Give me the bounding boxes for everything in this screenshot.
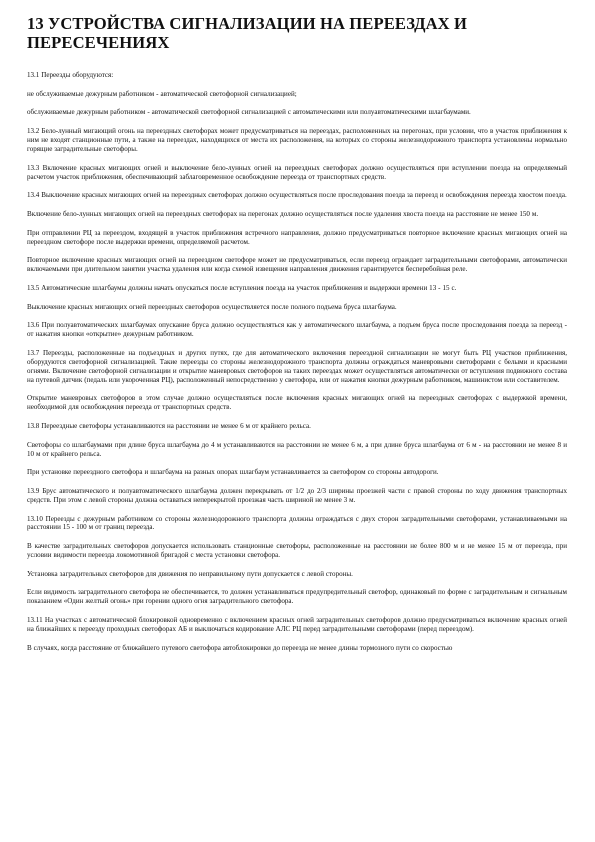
paragraph: не обслуживаемые дежурным работником - автоматической светофорной сигнализацией; xyxy=(27,89,297,98)
paragraph: Установка заградительных светофоров для движения по неправильному пути допускается с левой стороны. xyxy=(27,569,353,578)
paragraph: 13.6 При полуавтоматических шлагбаумах опускание бруса должно осуществляться как у автоматического шлагбаума, а подъем бруса после проследования поезда за переезд - от нажатия кнопки «открытие» дежурным работником. xyxy=(27,321,567,339)
paragraph: 13.3 Включение красных мигающих огней и выключение бело-лунных огней на переездных светофорах должно осуществляться при вступлении поезда на определяемый расчетом участок приближения, обеспечивающий заблаговременное освобождение переезда от транспортных средств. xyxy=(27,163,567,181)
paragraph: В случаях, когда расстояние от ближайшего путевого светофора автоблокировки до переезда не менее длины тормозного пути со скоростью xyxy=(27,643,453,652)
paragraph: 13.11 На участках с автоматической блокировкой одновременно с включением красных огней заградительных светофоров должно предусматриваться включение красных огней на ближайших к переезду проходных светофорах АБ и выключаться кодирование АЛС РЦ перед заградительными светофорами (перед переездом). xyxy=(27,616,567,633)
document-body xyxy=(27,71,567,653)
paragraph: 13.4 Выключение красных мигающих огней на переездных светофорах должно осуществляться после проследования поезда за переезд и освобождения переезда хвостом поезда. xyxy=(27,191,567,200)
paragraph: обслуживаемые дежурным работником - автоматической светофорной сигнализацией с автоматическими или полуавтоматическими шлагбаумами. xyxy=(27,108,471,117)
paragraph: 13.7 Переезды, расположенные на подъездных и других путях, где для автоматического включения переездной сигнализации не могут быть РЦ участков приближения, оборудуются светофорной сигнализацией. Такие переезды со стороны железнодорожного транспорта должны ограждаться маневровыми светофорами с белыми и красными огнями. Включение светофорной сигнализации и открытие маневровых светофоров на таких переездах может осуществляться автоматически от вступления подвижного состава на путевой датчик (педаль или укороченная РЦ), расположенный непосредственно у светофора, или от нажатия кнопки дежурным работником, машинистом или составителем. xyxy=(27,348,567,384)
paragraph: Повторное включение красных мигающих огней на переездном светофоре может не предусматриваться, если переезд ограждает заградительными светофорами, автоматически включаемыми при длительном занятии участка удаления или когда схемой извещения направления движения гарантируется бесперебойная реле. xyxy=(27,256,567,274)
paragraph: 13.9 Брус автоматического и полуавтоматического шлагбаума должен перекрывать от 1/2 до 2/3 ширины проезжей части с правой стороны по ходу движения транспортных средств. При этом с левой стороны должна оставаться неперекрытой проезжая часть шириной не менее 3 м. xyxy=(27,486,567,504)
paragraph: 13.2 Бело-лунный мигающий огонь на переездных светофорах может предусматриваться на переездах, расположенных на перегонах, при условии, что в участок приближения к ним не входят станционные пути, а также на переездах, находящихся от места их расположения, на которых со стороны железнодорожного транспорта установлены нормально горящие заградительные светофоры. xyxy=(27,127,567,153)
paragraph: Включение бело-лунных мигающих огней на переездных светофорах на перегонах должно осуществляться после удаления хвоста поезда на расстояние не менее 150 м. xyxy=(27,209,539,218)
paragraph: 13.10 Переезды с дежурным работником со стороны железнодорожного транспорта должны ограждаться с двух сторон заградительными светофорами, устанавливаемыми на расстоянии 15 - 100 м от границ переезда. xyxy=(27,514,567,532)
paragraph: 13.1 Переезды оборудуются: xyxy=(27,71,114,79)
paragraph: При отправлении РЦ за переездом, входящей в участок приближения встречного направления, должно предусматриваться повторное включение красных мигающих огней на переездном светофоре после выдержки времени, определяемой расчетом. xyxy=(27,228,567,246)
paragraph: В качестве заградительных светофоров допускается использовать станционные светофоры, расположенные на расстоянии не более 800 м и не менее 15 м от переезда, при условии видимости переезда локомотивной бригадой с места установки светофора. xyxy=(27,542,567,560)
paragraph: Если видимость заградительного светофора не обеспечивается, то должен устанавливаться предупредительный светофор, одинаковый по форме с заградительным и сигнальным показанием «Один желтый огонь» при горении одного огня заградительного светофора. xyxy=(27,588,567,606)
paragraph: При установке переездного светофора и шлагбаума на разных опорах шлагбаум устанавливается за светофором со стороны автодороги. xyxy=(27,468,439,477)
document-title: 13 УСТРОЙСТВА СИГНАЛИЗАЦИИ НА ПЕРЕЕЗДАХ И ПЕРЕСЕЧЕНИЯХ xyxy=(27,14,468,52)
paragraph: 13.8 Переездные светофоры устанавливаются на расстоянии не менее 6 м от крайнего рельса. xyxy=(27,421,311,430)
paragraph: Выключение красных мигающих огней переездных светофоров осуществляется после полного подъема бруса шлагбаума. xyxy=(27,302,397,311)
paragraph: Открытие маневровых светофоров в этом случае должно осуществляться после включения красных мигающих огней на переездных светофорах с выдержкой времени, необходимой для освобождения переезда от транспортных средств. xyxy=(27,394,567,412)
paragraph: Светофоры со шлагбаумами при длине бруса шлагбаума до 4 м устанавливаются на расстоянии не менее 6 м, а при длине бруса шлагбаума от 6 м - на расстоянии не менее 8 и 10 м от крайнего рельса. xyxy=(27,440,567,458)
paragraph: 13.5 Автоматические шлагбаумы должны начать опускаться после вступления поезда на участок приближения и выдержки времени 13 - 15 с. xyxy=(27,283,457,292)
